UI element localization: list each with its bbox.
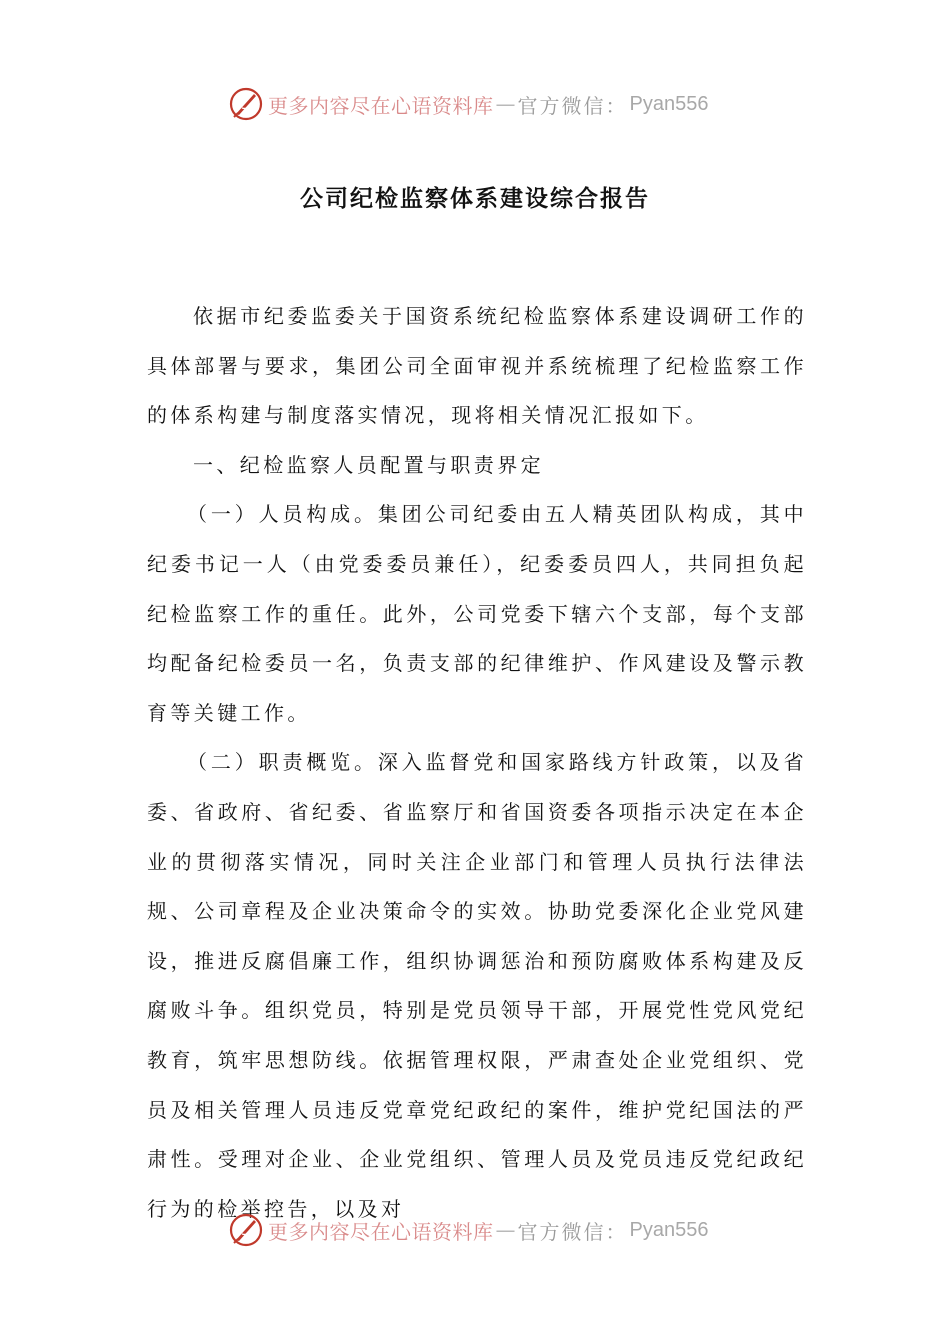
watermark-text: 更多内容尽在心语资料库 bbox=[268, 1219, 494, 1244]
watermark-banner-top bbox=[228, 84, 748, 124]
paragraph-personnel: （一）人员构成。集团公司纪委由五人精英团队构成，其中纪委书记一人（由党委委员兼任），纪委委员四人，共同担负起纪检监察工作的重任。此外，公司党委下辖六个支部，每个支部均配备纪检委员一名，负责支部的纪律维护、作风建设及警示教育等关键工作。 bbox=[147, 502, 807, 725]
document-title: 公司纪检监察体系建设综合报告 bbox=[300, 186, 650, 212]
paragraph-duties: （二）职责概览。深入监督党和国家路线方针政策，以及省委、省政府、省纪委、省监察厅和省国资委各项指示决定在本企业的贯彻落实情况，同时关注企业部门和管理人员执行法律法规、公司章程及企业决策命令的实效。协助党委深化企业党风建设，推进反腐倡廉工作，组织协调惩治和预防腐败体系构建及反腐败斗争。组织党员，特别是党员领导干部，开展党性党风党纪教育，筑牢思想防线。依据管理权限，严肃查处企业党组织、党员及相关管理人员违反党章党纪政纪的案件，维护党纪国法的严肃性。受理对企业、企业党组织、管理人员及党员违反党纪政纪行为的检举控告，以及对 bbox=[147, 750, 807, 1221]
watermark-dash: — bbox=[495, 92, 516, 116]
document-body bbox=[147, 292, 807, 1234]
watermark-wechat-id: Pyan556 bbox=[629, 1218, 709, 1241]
watermark-dash: — bbox=[495, 1218, 516, 1242]
watermark-wechat-label: 官方微信： bbox=[517, 1219, 628, 1244]
quill-pen-logo-icon bbox=[228, 86, 264, 122]
watermark-wechat-label: 官方微信： bbox=[517, 93, 628, 118]
quill-pen-logo-icon bbox=[228, 1212, 264, 1248]
watermark-banner-bottom bbox=[228, 1210, 748, 1250]
section-heading: 一、纪检监察人员配置与职责界定 bbox=[193, 452, 544, 477]
watermark-text: 更多内容尽在心语资料库 bbox=[268, 93, 494, 118]
watermark-wechat-id: Pyan556 bbox=[629, 92, 709, 115]
intro-paragraph: 依据市纪委监委关于国资系统纪检监察体系建设调研工作的具体部署与要求，集团公司全面审视并系统梳理了纪检监察工作的体系构建与制度落实情况，现将相关情况汇报如下。 bbox=[147, 304, 807, 428]
